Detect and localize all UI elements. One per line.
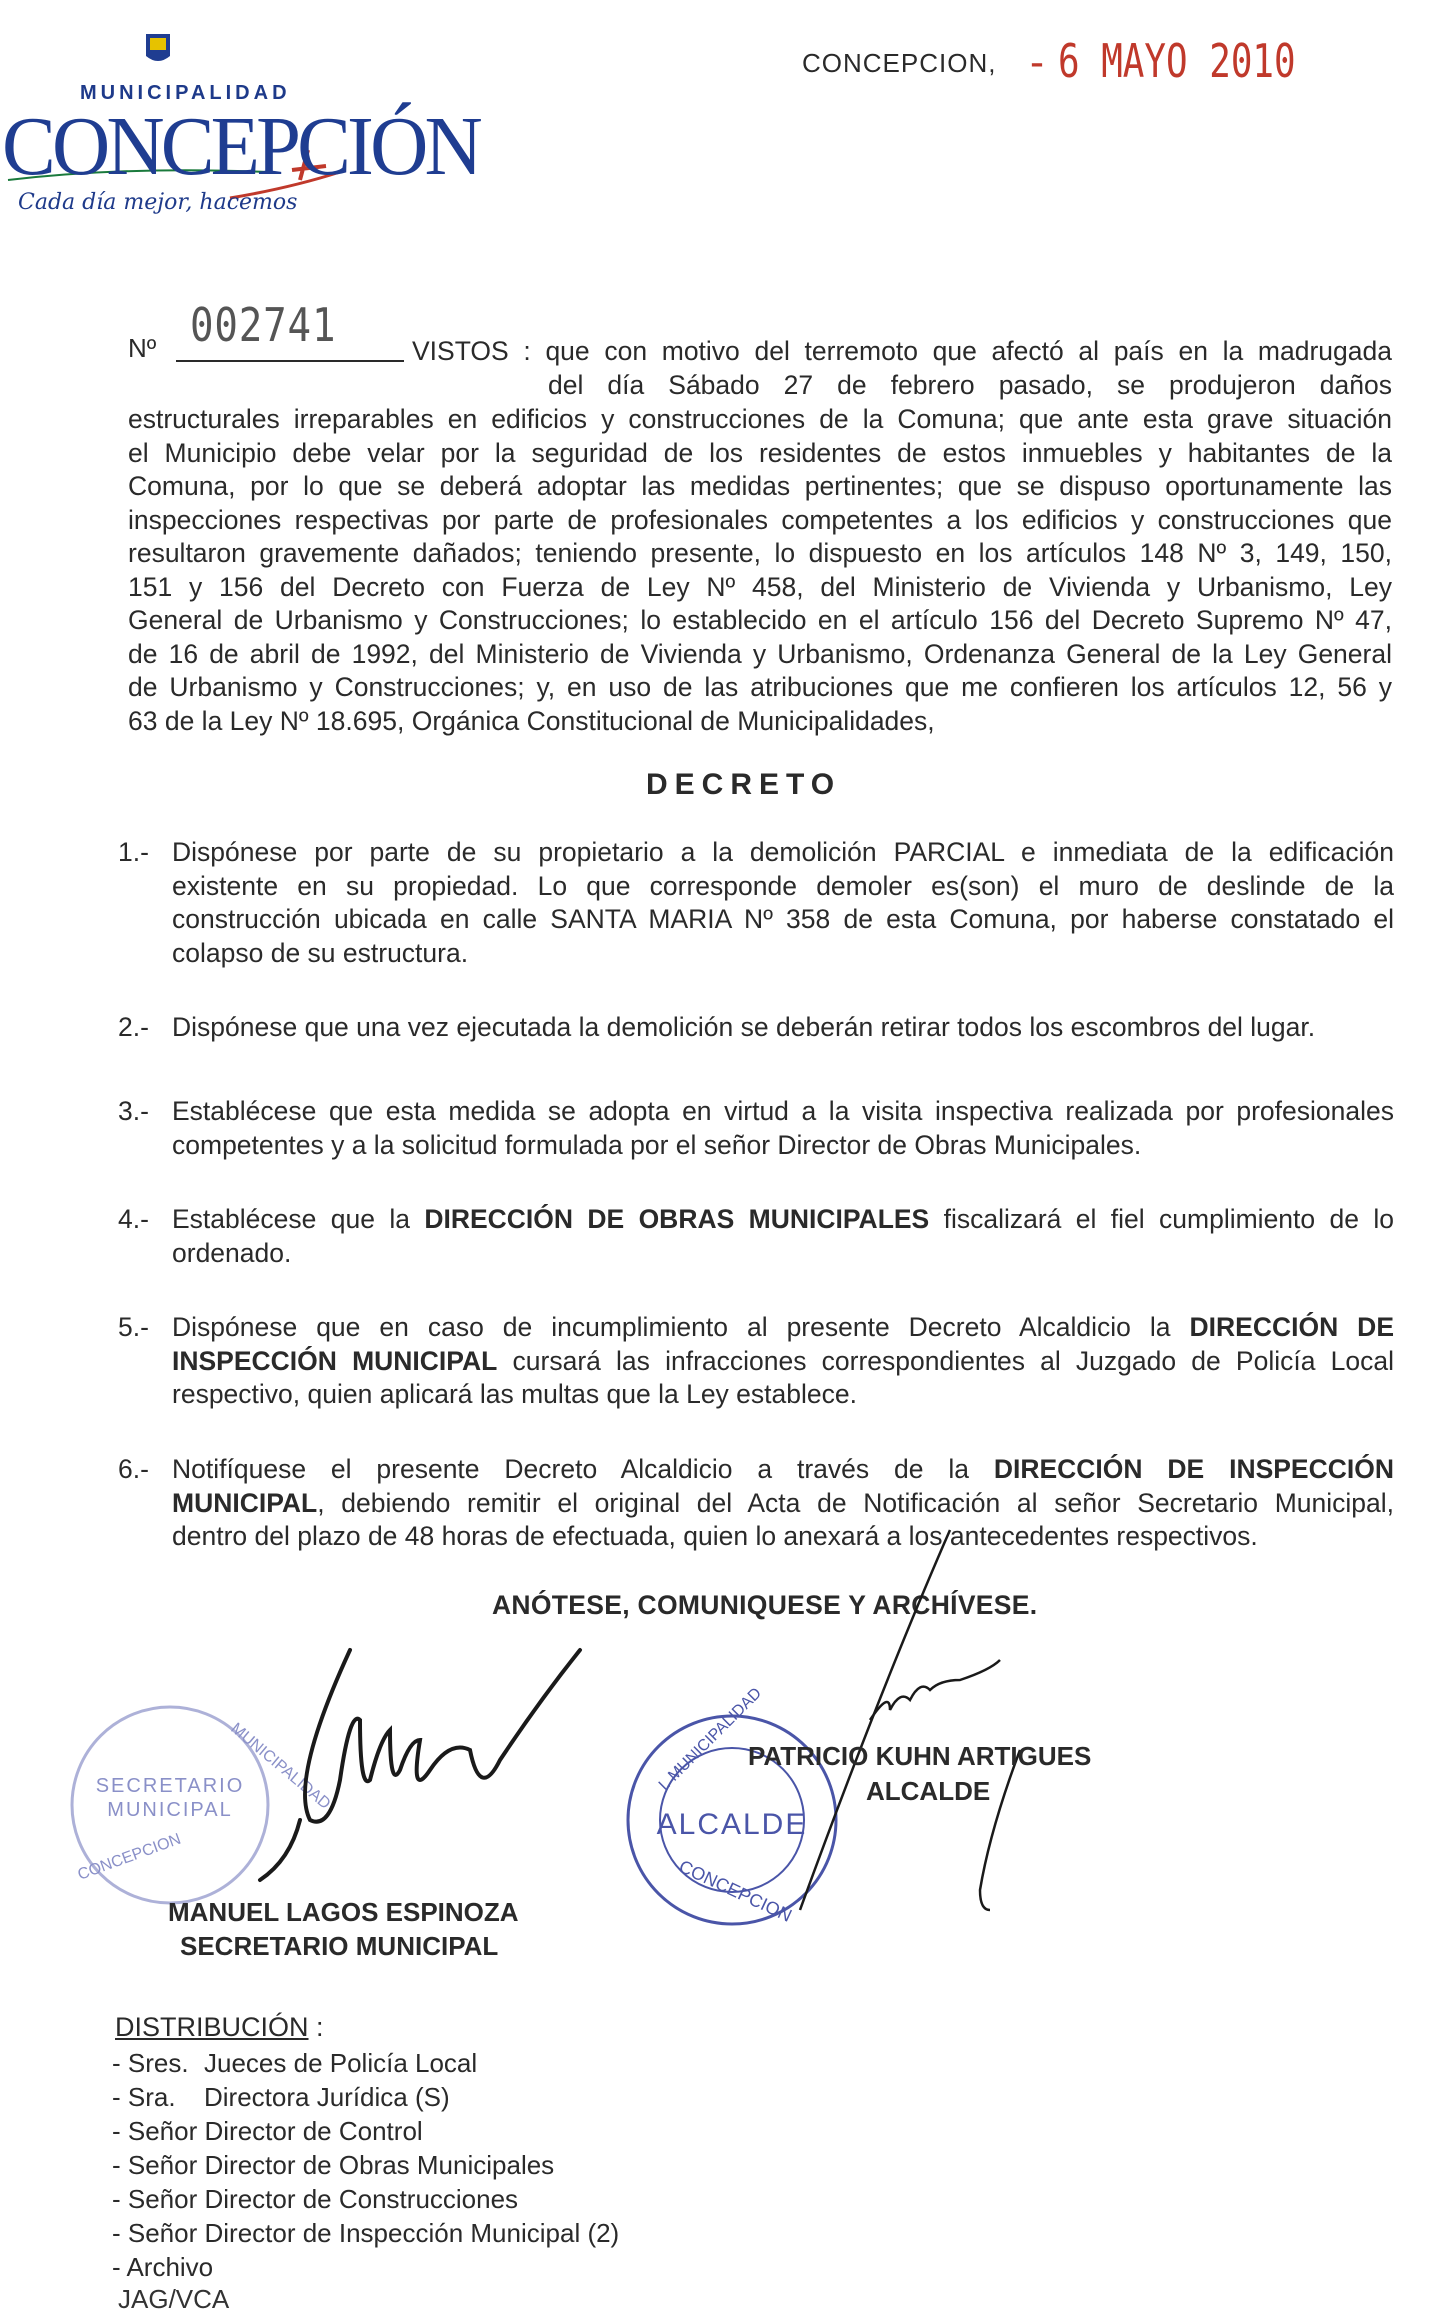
stamp-text: CONCEPCION: [675, 1856, 795, 1926]
item-line: construcción ubicada en calle SANTA MARIA Nº 358 de esta Comuna, por haberse constatado el: [172, 904, 1394, 934]
item-number: 5.-: [118, 1312, 149, 1342]
vistos-line: resultaron gravemente dañados; teniendo presente, lo dispuesto en los artículos 148 Nº 3, 149, 150,: [128, 538, 1392, 568]
item-text: Establécese que la: [172, 1204, 425, 1234]
list-item-text: Jueces de Policía Local: [204, 2048, 478, 2078]
list-item-text: Directora Jurídica (S): [204, 2082, 450, 2112]
item-line: competentes y a la solicitud formulada por el señor Director de Obras Municipales.: [172, 1129, 1142, 1160]
vistos-line: 151 y 156 del Decreto con Fuerza de Ley Nº 458, del Ministerio de Vivienda y Urbanismo, Ley: [128, 571, 1392, 602]
item-line: Establécese que esta medida se adopta en virtud a la visita inspectiva realizada por profesionales: [172, 1096, 1394, 1126]
list-item: [112, 2114, 619, 2148]
vistos-line: inspecciones respectivas por parte de profesionales competentes a los edificios y construcciones que: [128, 504, 1392, 535]
item-line: respectivo, quien aplicará las multas que la Ley establece.: [172, 1379, 857, 1409]
vistos-line: General de Urbanismo y Construcciones; lo establecido en el artículo 156 del Decreto Supremo Nº 47,: [128, 605, 1392, 635]
distribution-title: DISTRIBUCIÓN: [115, 2012, 309, 2042]
stamp-text: MUNICIPALIDAD: [227, 1720, 334, 1813]
vistos-line: del día Sábado 27 de febrero pasado, se produjeron daños: [548, 370, 1392, 400]
municipality-logo: [0, 30, 479, 230]
city-label: CONCEPCION,: [802, 48, 997, 78]
item-number: 3.-: [118, 1096, 149, 1126]
vistos-paragraph: [128, 403, 1392, 738]
vistos-line: de Urbanismo y Construcciones; y, en uso de las atribuciones que me confieren los artículos 12, 56 y: [128, 672, 1392, 702]
item-number: 4.-: [118, 1204, 149, 1234]
item-line: ordenado.: [172, 1237, 292, 1268]
distribution-heading: [115, 2012, 324, 2043]
item-bold-text: INSPECCIÓN MUNICIPAL: [172, 1345, 498, 1376]
alcalde-signature: [720, 1520, 1060, 1940]
list-item-text: - Señor Director de Control: [112, 2116, 423, 2146]
item-text: Dispónese que en caso de incumplimiento al presente Decreto Alcaldicio la: [172, 1312, 1190, 1342]
list-item: [112, 2250, 619, 2284]
list-item-text: - Señor Director de Obras Municipales: [112, 2150, 555, 2180]
distribution-list: [112, 2046, 619, 2284]
list-item-prefix: - Sra.: [112, 2082, 176, 2112]
item-text: , debiendo remitir el original del Acta de Notificación al señor Secretario Municipal,: [317, 1487, 1394, 1518]
item-line: dentro del plazo de 48 horas de efectuada, quien lo anexará a los antecedentes respectivos.: [172, 1521, 1258, 1551]
secretario-signature: [260, 1630, 620, 1890]
item-number: 1.-: [118, 837, 149, 867]
vistos-line: 63 de la Ley Nº 18.695, Orgánica Constitucional de Municipalidades,: [128, 705, 935, 736]
item-text: fiscalizará el fiel cumplimiento de lo: [929, 1204, 1394, 1234]
list-item-text: - Señor Director de Inspección Municipal (2): [112, 2218, 620, 2248]
item-bold-text: DIRECCIÓN DE OBRAS MUNICIPALES: [424, 1204, 930, 1234]
initials: JAG/VCA: [118, 2284, 230, 2314]
list-item: [112, 2046, 619, 2080]
decree-title: DECRETO: [646, 768, 842, 801]
list-item: [112, 2148, 619, 2182]
vistos-line: el Municipio debe velar por la seguridad de los residentes de estos inmuebles y habitantes de la: [128, 437, 1392, 468]
number-underline: [176, 360, 404, 362]
date-stamp: 6 MAYO 2010: [1058, 34, 1296, 88]
secretario-name: MANUEL LAGOS ESPINOZA: [168, 1897, 519, 1927]
alcalde-name: PATRICIO KUHN ARTIGUES: [748, 1741, 1092, 1771]
slogan: Cada día mejor, hacemos: [18, 190, 298, 215]
distribution-title-suffix: :: [308, 2012, 324, 2042]
logo-wordmark: CONCEPCIÓN: [2, 100, 479, 193]
vistos-line: estructurales irreparables en edificios y construcciones de la Comuna; que ante esta grave situación: [128, 404, 1392, 434]
stamp-text: CONCEPCION: [75, 1830, 184, 1884]
item-line: Dispónese por parte de su propietario a la demolición PARCIAL e inmediata de la edificación: [172, 837, 1394, 867]
list-item: [112, 2080, 619, 2114]
item-line: Dispónese que una vez ejecutada la demolición se deberán retirar todos los escombros del lugar.: [172, 1012, 1316, 1042]
secretario-stamp: [60, 1690, 334, 1920]
decree-number: 002741: [190, 298, 337, 352]
item-line: existente en su propiedad. Lo que corresponde demoler es(son) el muro de deslinde de la: [172, 870, 1394, 901]
item-text: Notifíquese el presente Decreto Alcaldicio a través de la: [172, 1454, 994, 1484]
decree-number-label: Nº: [128, 333, 157, 363]
item-number: 6.-: [118, 1454, 149, 1484]
secretario-title: SECRETARIO MUNICIPAL: [180, 1931, 499, 1961]
stamp-text: ALCALDE: [656, 1808, 808, 1841]
item-bold-text: DIRECCIÓN DE INSPECCIÓN: [993, 1454, 1394, 1484]
vistos-line: de 16 de abril de 1992, del Ministerio de Vivienda y Urbanismo, Ordenanza General de la Ley General: [128, 638, 1392, 669]
closing-formula: ANÓTESE, COMUNIQUESE Y ARCHÍVESE.: [492, 1590, 1038, 1620]
list-item-prefix: - Sres.: [112, 2048, 189, 2078]
vistos-line: Comuna, por lo que se deberá adoptar las medidas pertinentes; que se dispuso oportunamente las: [128, 471, 1392, 501]
org-name: MUNICIPALIDAD: [80, 82, 291, 104]
item-number: 2.-: [118, 1012, 149, 1042]
item-bold-text: DIRECCIÓN DE: [1189, 1312, 1394, 1342]
alcalde-title: ALCALDE: [866, 1776, 991, 1806]
list-item: [112, 2182, 619, 2216]
item-line: colapso de su estructura.: [172, 937, 469, 968]
item-text: cursará las infracciones correspondientes al Juzgado de Policía Local: [497, 1345, 1394, 1376]
item-bold-text: MUNICIPAL: [172, 1487, 318, 1518]
list-item-text: - Archivo: [112, 2252, 214, 2282]
stamp-text: SECRETARIO: [95, 1775, 245, 1797]
stamp-text: I. MUNICIPALIDAD: [655, 1684, 765, 1795]
list-item: [112, 2216, 619, 2250]
stamp-text: MUNICIPAL: [107, 1799, 233, 1821]
vistos-line: VISTOS : que con motivo del terremoto que afectó al país en la madrugada: [412, 336, 1392, 366]
date-stamp-dash: -: [1030, 38, 1044, 85]
list-item-text: - Señor Director de Construcciones: [112, 2184, 519, 2214]
